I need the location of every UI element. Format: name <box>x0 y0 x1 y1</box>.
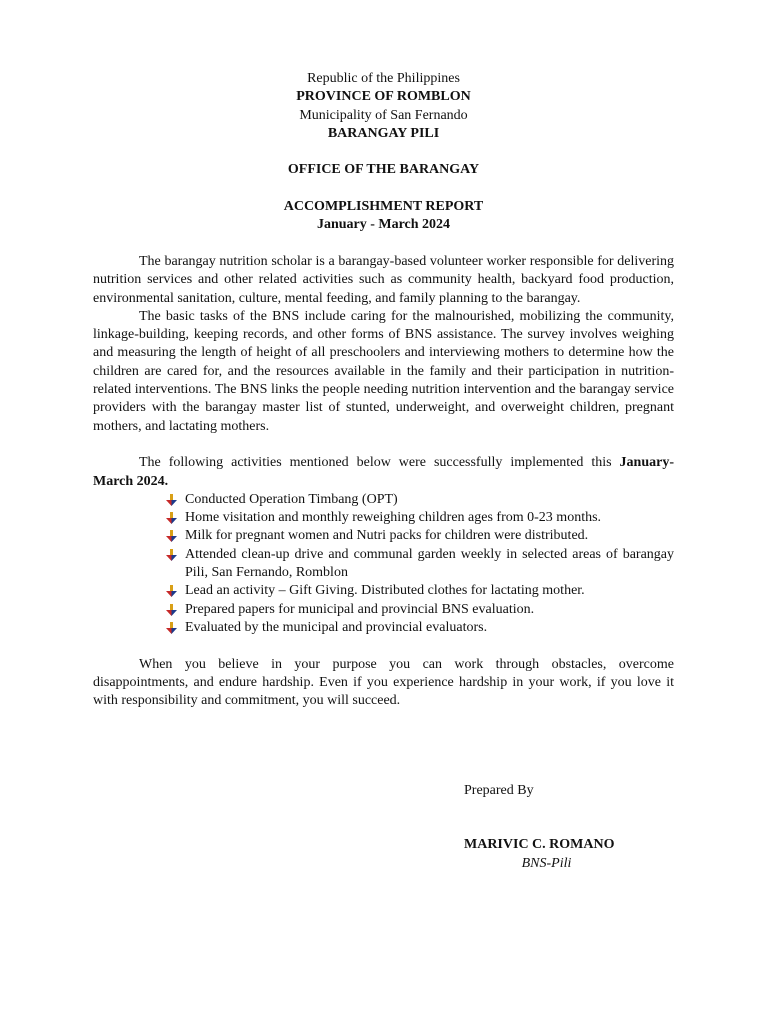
activities-list <box>93 491 674 637</box>
prepared-by-label: Prepared By <box>464 783 534 798</box>
province-line: PROVINCE OF ROMBLON <box>296 89 471 105</box>
arrow-bullet-icon <box>165 494 178 507</box>
arrow-bullet-icon <box>165 549 178 562</box>
letterhead <box>93 70 674 143</box>
list-item <box>162 546 674 583</box>
list-item <box>162 582 674 600</box>
activity-text: Prepared papers for municipal and provincial BNS evaluation. <box>185 601 535 617</box>
arrow-bullet-icon <box>165 512 178 525</box>
arrow-bullet-icon <box>165 585 178 598</box>
activity-text: Lead an activity – Gift Giving. Distributed clothes for lactating mother. <box>185 583 585 599</box>
signatory-name: MARIVIC C. ROMANO <box>464 837 615 852</box>
republic-line: Republic of the Philippines <box>307 71 460 86</box>
activity-text: Home visitation and monthly reweighing children ages from 0-23 months. <box>185 510 602 526</box>
activity-text: Evaluated by the municipal and provincial evaluators. <box>185 619 488 635</box>
activity-text: Conducted Operation Timbang (OPT) <box>185 491 398 507</box>
closing-paragraph: When you believe in your purpose you can work through obstacles, overcome disappointments, and endure hardship. Even if you experience hardship in your work, if you love it with responsibility and commitment, you will succeed. <box>93 656 674 709</box>
arrow-bullet-icon <box>165 622 178 635</box>
list-item <box>162 491 674 509</box>
activity-text: Attended clean-up drive and communal garden weekly in selected areas of barangay Pili, San Fernando, Romblon <box>185 546 674 581</box>
arrow-bullet-icon <box>165 530 178 543</box>
report-title: ACCOMPLISHMENT REPORT <box>283 199 484 215</box>
report-period: January - March 2024 <box>316 217 451 233</box>
barangay-line: BARANGAY PILI <box>327 125 440 141</box>
list-item <box>162 619 674 637</box>
list-item <box>162 527 674 545</box>
activities-intro <box>93 454 674 491</box>
activity-text: Milk for pregnant women and Nutri packs for children were distributed. <box>185 528 589 544</box>
municipality-line: Municipality of San Fernando <box>299 107 468 123</box>
activities-period: January-March 2024. <box>93 455 674 489</box>
list-item <box>162 601 674 619</box>
signatory-position: BNS-Pili <box>521 856 572 871</box>
activities-intro-text: The following activities mentioned below were successfully implemented this <box>139 455 612 471</box>
office-title: OFFICE OF THE BARANGAY <box>287 162 480 178</box>
list-item <box>162 509 674 527</box>
tasks-paragraph: The basic tasks of the BNS include caring for the malnourished, mobilizing the community, linkage-building, keeping records, and other forms of BNS assistance. The survey involves weighing and measuring the length of height of all preschoolers and interviewing mothers to determine how the children are cared for, and the resources available in the family and their participation in nutrition-related interventions. The BNS links the people needing nutrition intervention and the barangay service providers with the barangay master list of stunted, underweight, and overweight children, pregnant mothers, and lactating mothers. <box>93 308 674 434</box>
document-content <box>93 70 674 871</box>
intro-paragraph: The barangay nutrition scholar is a barangay-based volunteer worker responsible for delivering nutrition services and other related activities such as community health, backyard food production, environmental sanitation, culture, mental feeding, and family planning to the barangay. <box>93 253 674 306</box>
arrow-bullet-icon <box>165 604 178 617</box>
